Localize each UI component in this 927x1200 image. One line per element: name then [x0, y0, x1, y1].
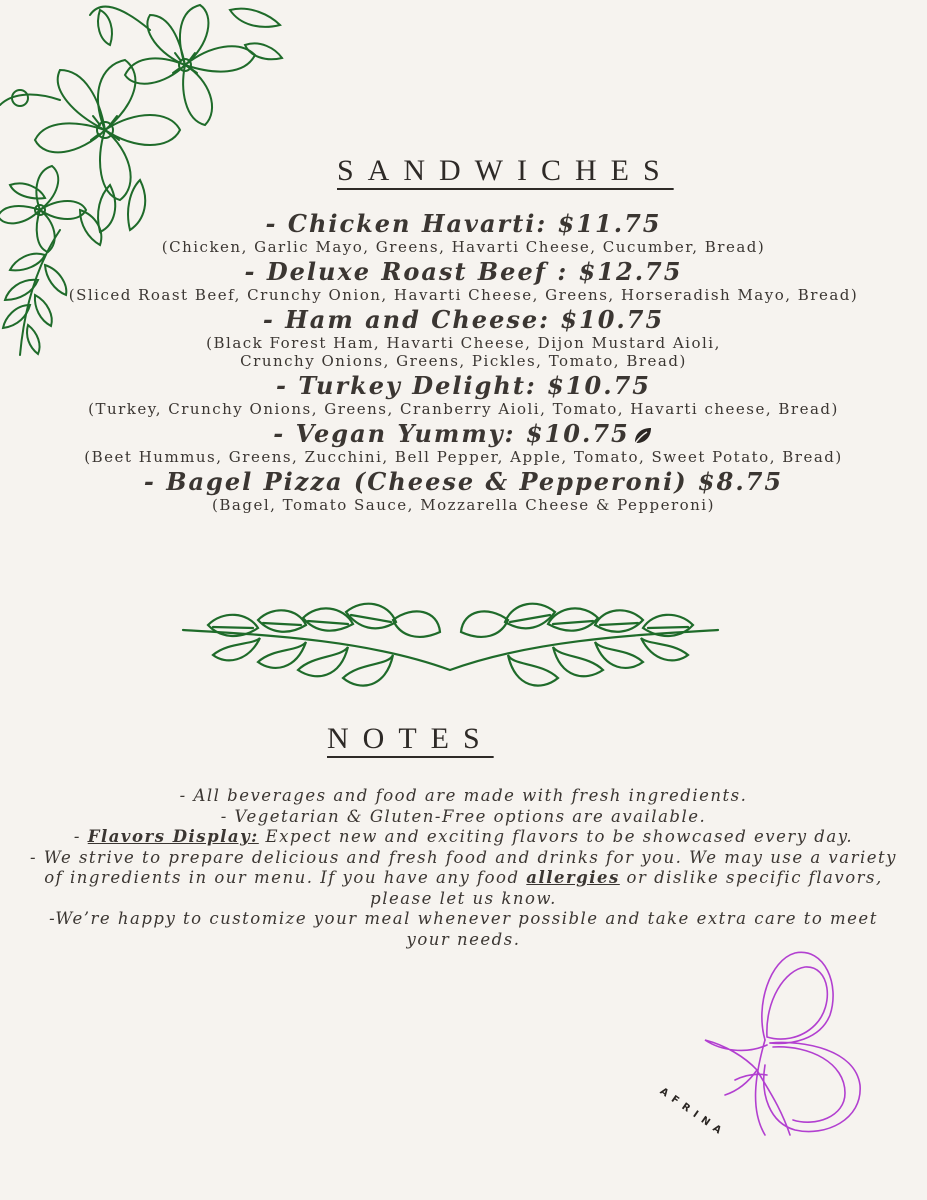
- notes-list: [30, 786, 897, 950]
- note-line: -We’re happy to customize your meal whenever possible and take extra care to meet your needs.: [49, 909, 878, 949]
- signature-name: AFRINA: [657, 1086, 728, 1140]
- note-prefix: -: [73, 827, 88, 846]
- menu-item-description: (Black Forest Ham, Havarti Cheese, Dijon Mustard Aioli, Crunchy Onions, Greens, Pickles, Tomato, Bread): [206, 334, 721, 370]
- note-line: [30, 848, 897, 910]
- note-text: - We strive to prepare delicious and fresh food and drinks for you. We may use a variety of ingredients in our menu. If you have any food: [30, 847, 897, 887]
- menu-item-name: - Turkey Delight: $10.75: [276, 371, 651, 400]
- menu-item-description: (Turkey, Crunchy Onions, Greens, Cranberry Aioli, Tomato, Havarti cheese, Bread): [88, 400, 839, 418]
- laurel-divider-decoration: [178, 600, 723, 695]
- menu-item-description: (Beet Hummus, Greens, Zucchini, Bell Pepper, Apple, Tomato, Sweet Potato, Bread): [84, 448, 843, 466]
- menu-item: [0, 468, 927, 514]
- notes-heading: NOTES: [327, 722, 494, 755]
- menu-item-name: - Deluxe Roast Beef : $12.75: [244, 257, 683, 286]
- menu-item: [0, 210, 927, 256]
- menu-item-name-row: [0, 420, 927, 448]
- note-text: Expect new and exciting flavors to be showcased every day.: [258, 827, 854, 846]
- note-line: - Vegetarian & Gluten-Free options are available.: [220, 806, 707, 826]
- menu-item: [0, 420, 927, 466]
- menu-item-name: - Bagel Pizza (Cheese & Pepperoni) $8.75: [143, 467, 784, 496]
- menu-item: [0, 372, 927, 418]
- menu-item-name: - Vegan Yummy: $10.75: [273, 419, 630, 448]
- menu-item-name: - Ham and Cheese: $10.75: [262, 305, 665, 334]
- allergies-label: allergies: [526, 868, 620, 887]
- vegan-leaf-icon: [632, 425, 654, 447]
- menu-item-description: (Sliced Roast Beef, Crunchy Onion, Havarti Cheese, Greens, Horseradish Mayo, Bread): [68, 286, 859, 304]
- menu-item: [0, 306, 927, 370]
- sandwich-menu-list: [0, 210, 927, 516]
- menu-item-name: - Chicken Havarti: $11.75: [265, 209, 662, 238]
- menu-item-description: (Bagel, Tomato Sauce, Mozzarella Cheese & Pepperoni): [212, 496, 715, 514]
- note-line: - All beverages and food are made with fresh ingredients.: [179, 786, 748, 805]
- butterfly-signature-logo: [695, 945, 875, 1145]
- sandwiches-heading: SANDWICHES: [337, 154, 674, 187]
- menu-item-description: (Chicken, Garlic Mayo, Greens, Havarti Cheese, Cucumber, Bread): [161, 238, 766, 256]
- note-text: or dislike specific flavors, please let us know.: [370, 868, 883, 908]
- note-line: [30, 827, 897, 848]
- flavors-display-label: Flavors Display:: [87, 827, 259, 846]
- menu-item: [0, 258, 927, 304]
